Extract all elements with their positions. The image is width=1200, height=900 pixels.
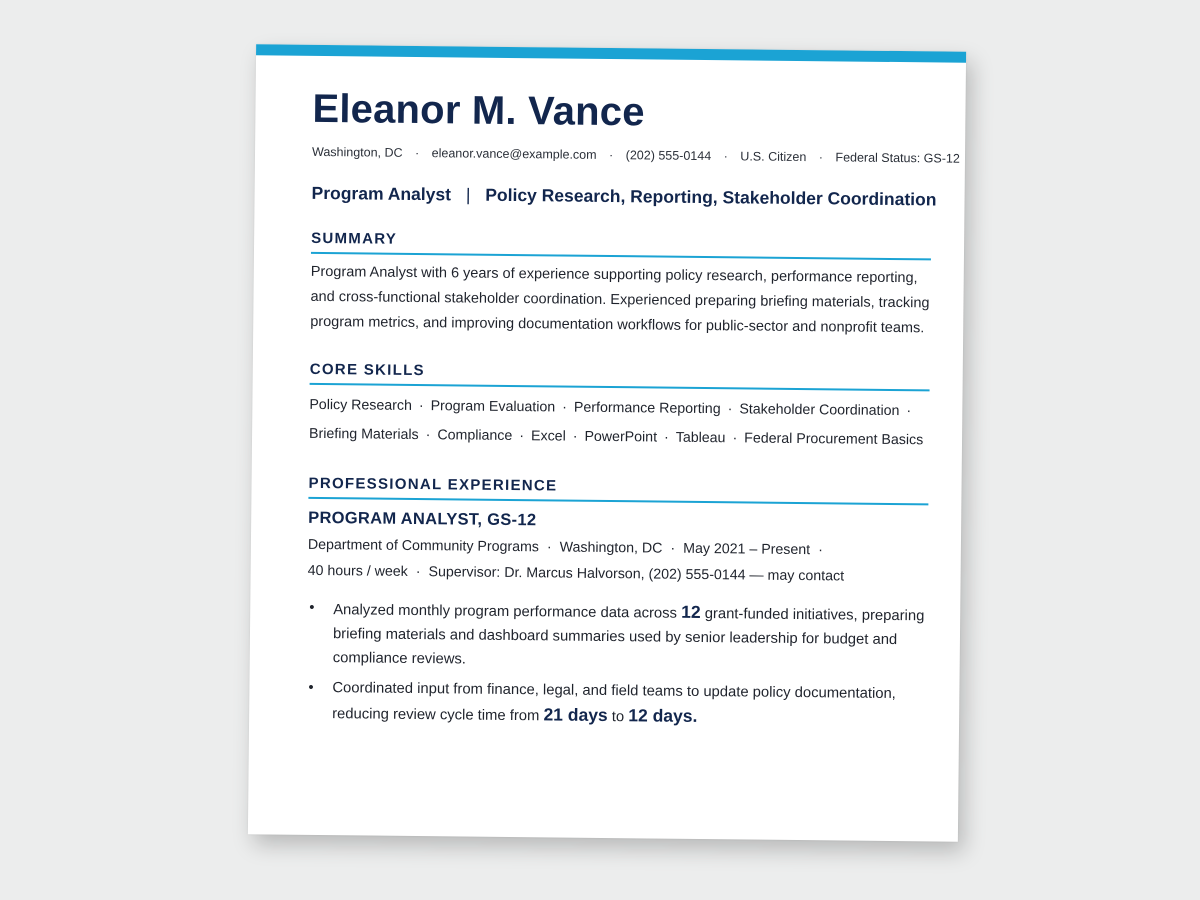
section-divider (308, 497, 928, 505)
resume-content (306, 86, 960, 738)
contact-phone: (202) 555-0144 (625, 148, 712, 164)
skill-separator: · (572, 428, 578, 445)
skill-item: Briefing Materials (308, 425, 419, 444)
resume-page (248, 44, 966, 841)
job-supervisor: Supervisor: Dr. Marcus Halvorson, (202) 555-0144 — may contact (428, 564, 845, 585)
bullet-text: Analyzed monthly program performance data across (333, 602, 678, 622)
skill-separator: · (425, 427, 431, 444)
candidate-name: Eleanor M. Vance (312, 86, 645, 135)
section-divider (311, 252, 931, 260)
skill-separator: · (732, 430, 738, 447)
contact-line (311, 144, 960, 166)
job-meta (308, 532, 929, 590)
bullet-marker: • (308, 679, 314, 696)
bullet-text: grant-funded initiatives, preparing briefing materials and dashboard summaries used by senior leadership for budget and compliance reviews. (332, 606, 925, 668)
meta-separator: · (670, 540, 676, 557)
skill-item: Policy Research (309, 396, 412, 414)
section-divider (310, 383, 930, 391)
contact-separator: · (723, 149, 728, 164)
skill-separator: · (663, 429, 669, 446)
highlight-from-value: 21 days (543, 704, 608, 726)
contact-separator: · (414, 145, 420, 161)
bullet-item (306, 676, 926, 732)
skill-item: Excel (530, 428, 566, 445)
skills-list (309, 391, 930, 455)
job-dates: May 2021 – Present (683, 540, 811, 559)
headline-role: Program Analyst (311, 182, 452, 205)
accent-bar (256, 44, 966, 62)
headline (311, 182, 937, 210)
headline-focus: Policy Research, Reporting, Stakeholder Coordination (485, 184, 937, 210)
meta-separator: · (415, 564, 421, 581)
job-bullets (306, 596, 927, 732)
skill-separator: · (562, 399, 568, 416)
skill-separator: · (519, 428, 525, 445)
skill-separator: · (727, 401, 733, 418)
job-hours: 40 hours / week (307, 562, 408, 580)
highlight-number: 12 (681, 601, 701, 622)
skill-separator: · (418, 398, 424, 415)
skill-item: Tableau (675, 429, 726, 447)
contact-separator: · (818, 150, 824, 165)
skills-heading: CORE SKILLS (309, 360, 425, 380)
experience-heading: PROFESSIONAL EXPERIENCE (308, 474, 558, 495)
job-location: Washington, DC (559, 539, 663, 557)
bullet-marker: • (309, 599, 315, 616)
skill-separator: · (906, 403, 912, 420)
bullet-text: Coordinated input from finance, legal, and field teams to update policy documentation, reducing review cycle time from (332, 680, 896, 725)
meta-separator: · (818, 542, 823, 559)
summary-heading: SUMMARY (311, 229, 398, 248)
job-employer: Department of Community Programs (307, 536, 540, 556)
headline-divider: | (465, 184, 471, 205)
contact-location: Washington, DC (311, 144, 403, 160)
contact-separator: · (608, 148, 614, 163)
contact-email: eleanor.vance@example.com (431, 146, 597, 162)
skill-item: Federal Procurement Basics (744, 430, 924, 449)
job-title: PROGRAM ANALYST, GS-12 (308, 508, 537, 530)
contact-federal-status: Federal Status: GS-12 (835, 150, 960, 166)
skill-item: Program Evaluation (430, 398, 556, 416)
meta-separator: · (546, 539, 552, 556)
highlight-to-value: 12 days. (628, 705, 698, 726)
skill-item: PowerPoint (584, 428, 658, 446)
contact-citizenship: U.S. Citizen (740, 149, 807, 165)
skill-item: Stakeholder Coordination (739, 401, 900, 420)
bullet-item (307, 596, 928, 676)
skill-item: Performance Reporting (573, 399, 721, 418)
summary-text: Program Analyst with 6 years of experience supporting policy research, performance reporting, and cross-functional stakeholder coordination. Experienced preparing briefing materials, tracking program metrics, and improving documentation workflows for public-sector and nonprofit teams. (310, 263, 930, 337)
skill-item: Compliance (437, 427, 513, 445)
bullet-connector: to (611, 709, 625, 726)
